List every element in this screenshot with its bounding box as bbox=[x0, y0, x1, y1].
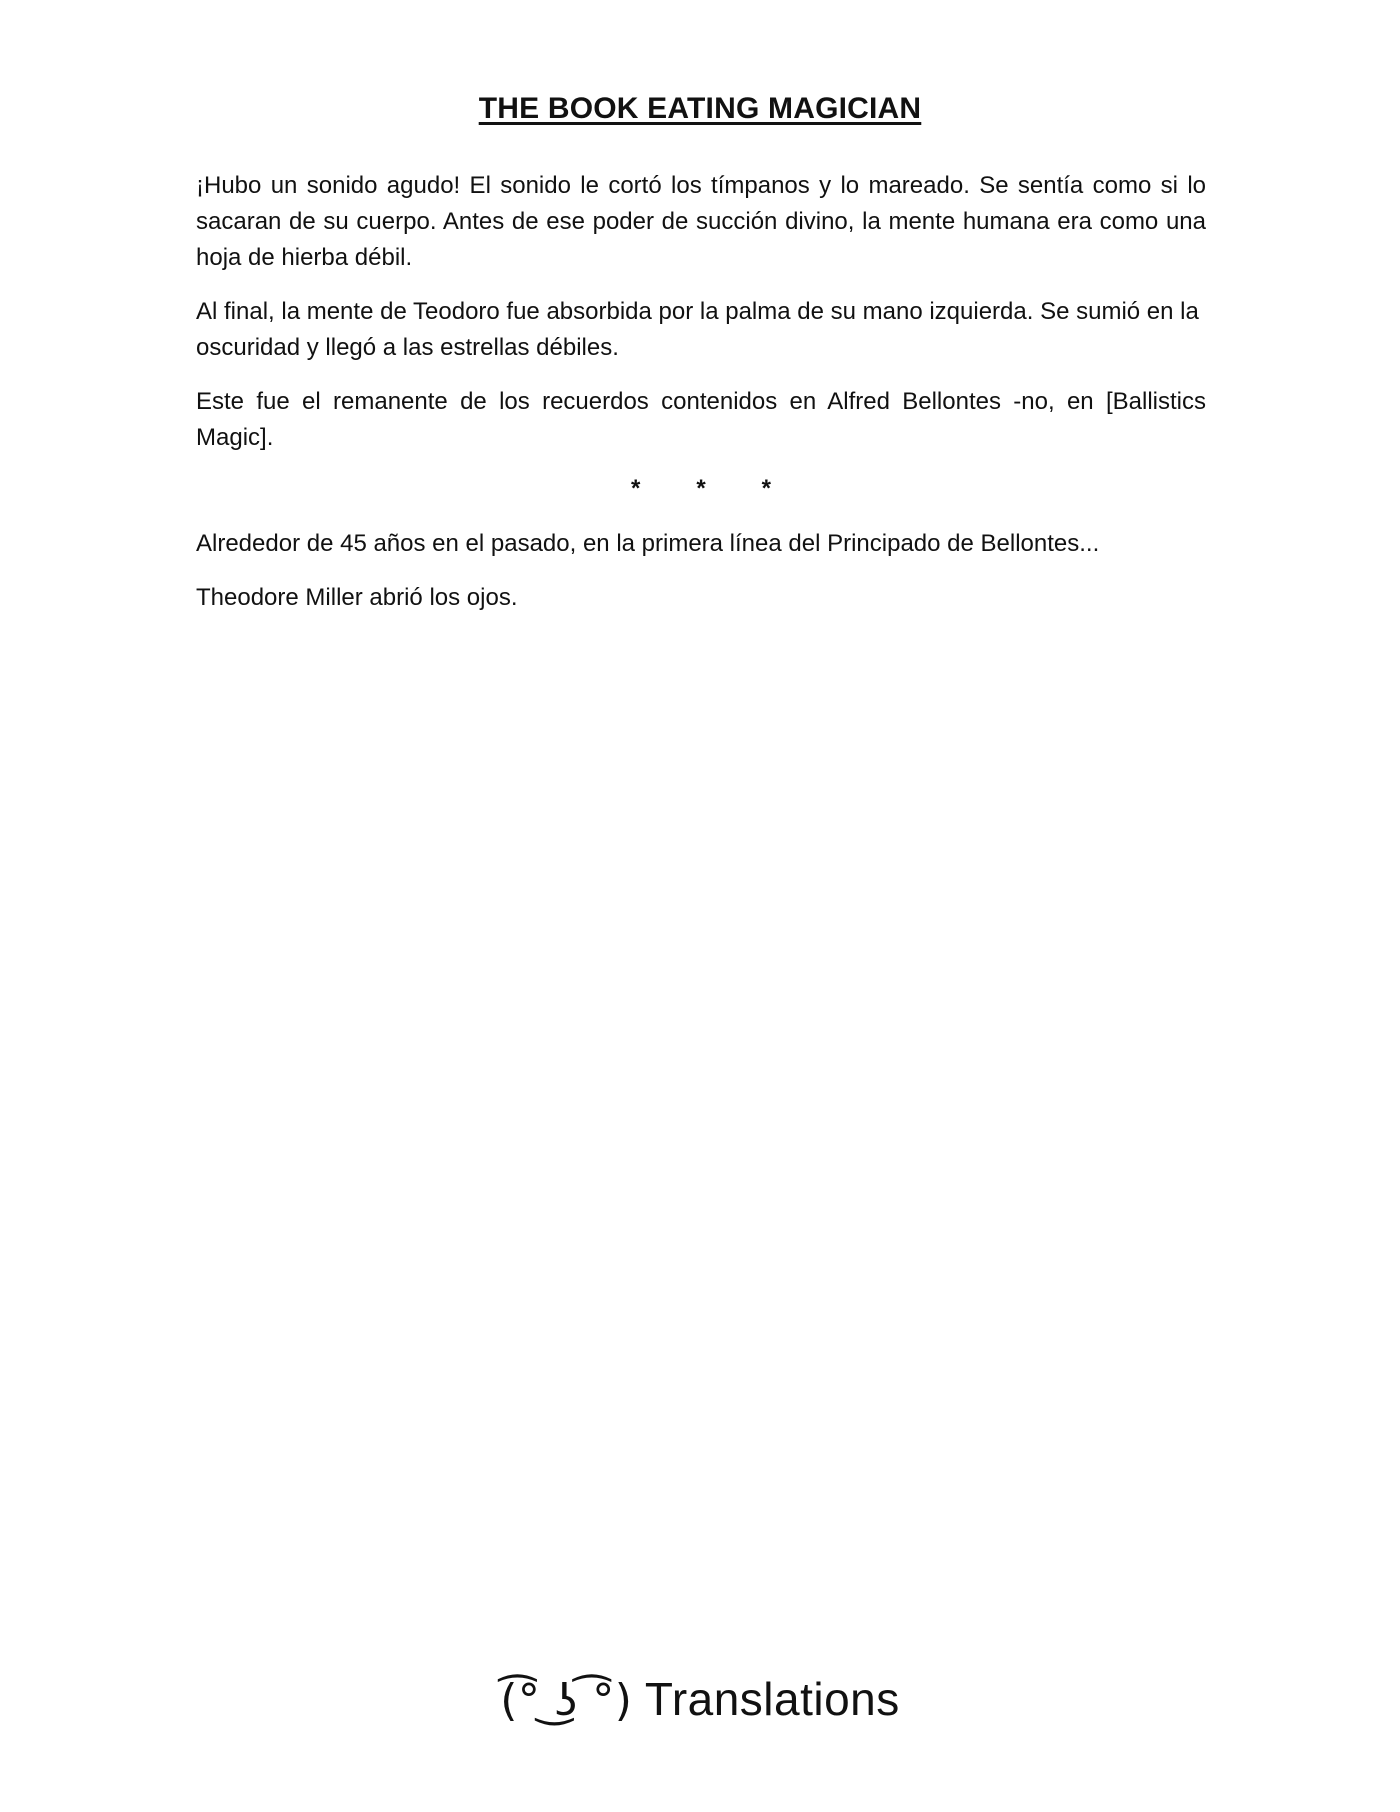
separator-asterisk: * bbox=[761, 475, 772, 502]
translator-credit bbox=[0, 1672, 1400, 1726]
paragraph: Alrededor de 45 años en el pasado, en la primera línea del Principado de Bellontes... bbox=[196, 530, 1100, 557]
lenny-face-logo: (͡° ͜ʖ ͡°) bbox=[500, 1675, 633, 1726]
credit-label: Translations bbox=[644, 1673, 900, 1725]
paragraph: Theodore Miller abrió los ojos. bbox=[196, 584, 518, 611]
document-body bbox=[196, 168, 1206, 634]
paragraph: ¡Hubo un sonido agudo! El sonido le cortó los tímpanos y lo mareado. Se sentía como si lo sacaran de su cuerpo. Antes de ese poder de succión divino, la mente humana era como una hoja de hierba débil. bbox=[196, 172, 1206, 271]
paragraph: Este fue el remanente de los recuerdos contenidos en Alfred Bellontes -no, en [Ballistics Magic]. bbox=[196, 388, 1206, 451]
paragraph: Al final, la mente de Teodoro fue absorbida por la palma de su mano izquierda. Se sumió en la oscuridad y llegó a las estrellas débiles. bbox=[196, 298, 1199, 361]
scene-separator bbox=[196, 474, 1206, 504]
separator-asterisk: * bbox=[696, 475, 706, 502]
document-title: THE BOOK EATING MAGICIAN bbox=[478, 92, 922, 125]
separator-asterisk: * bbox=[630, 475, 641, 502]
